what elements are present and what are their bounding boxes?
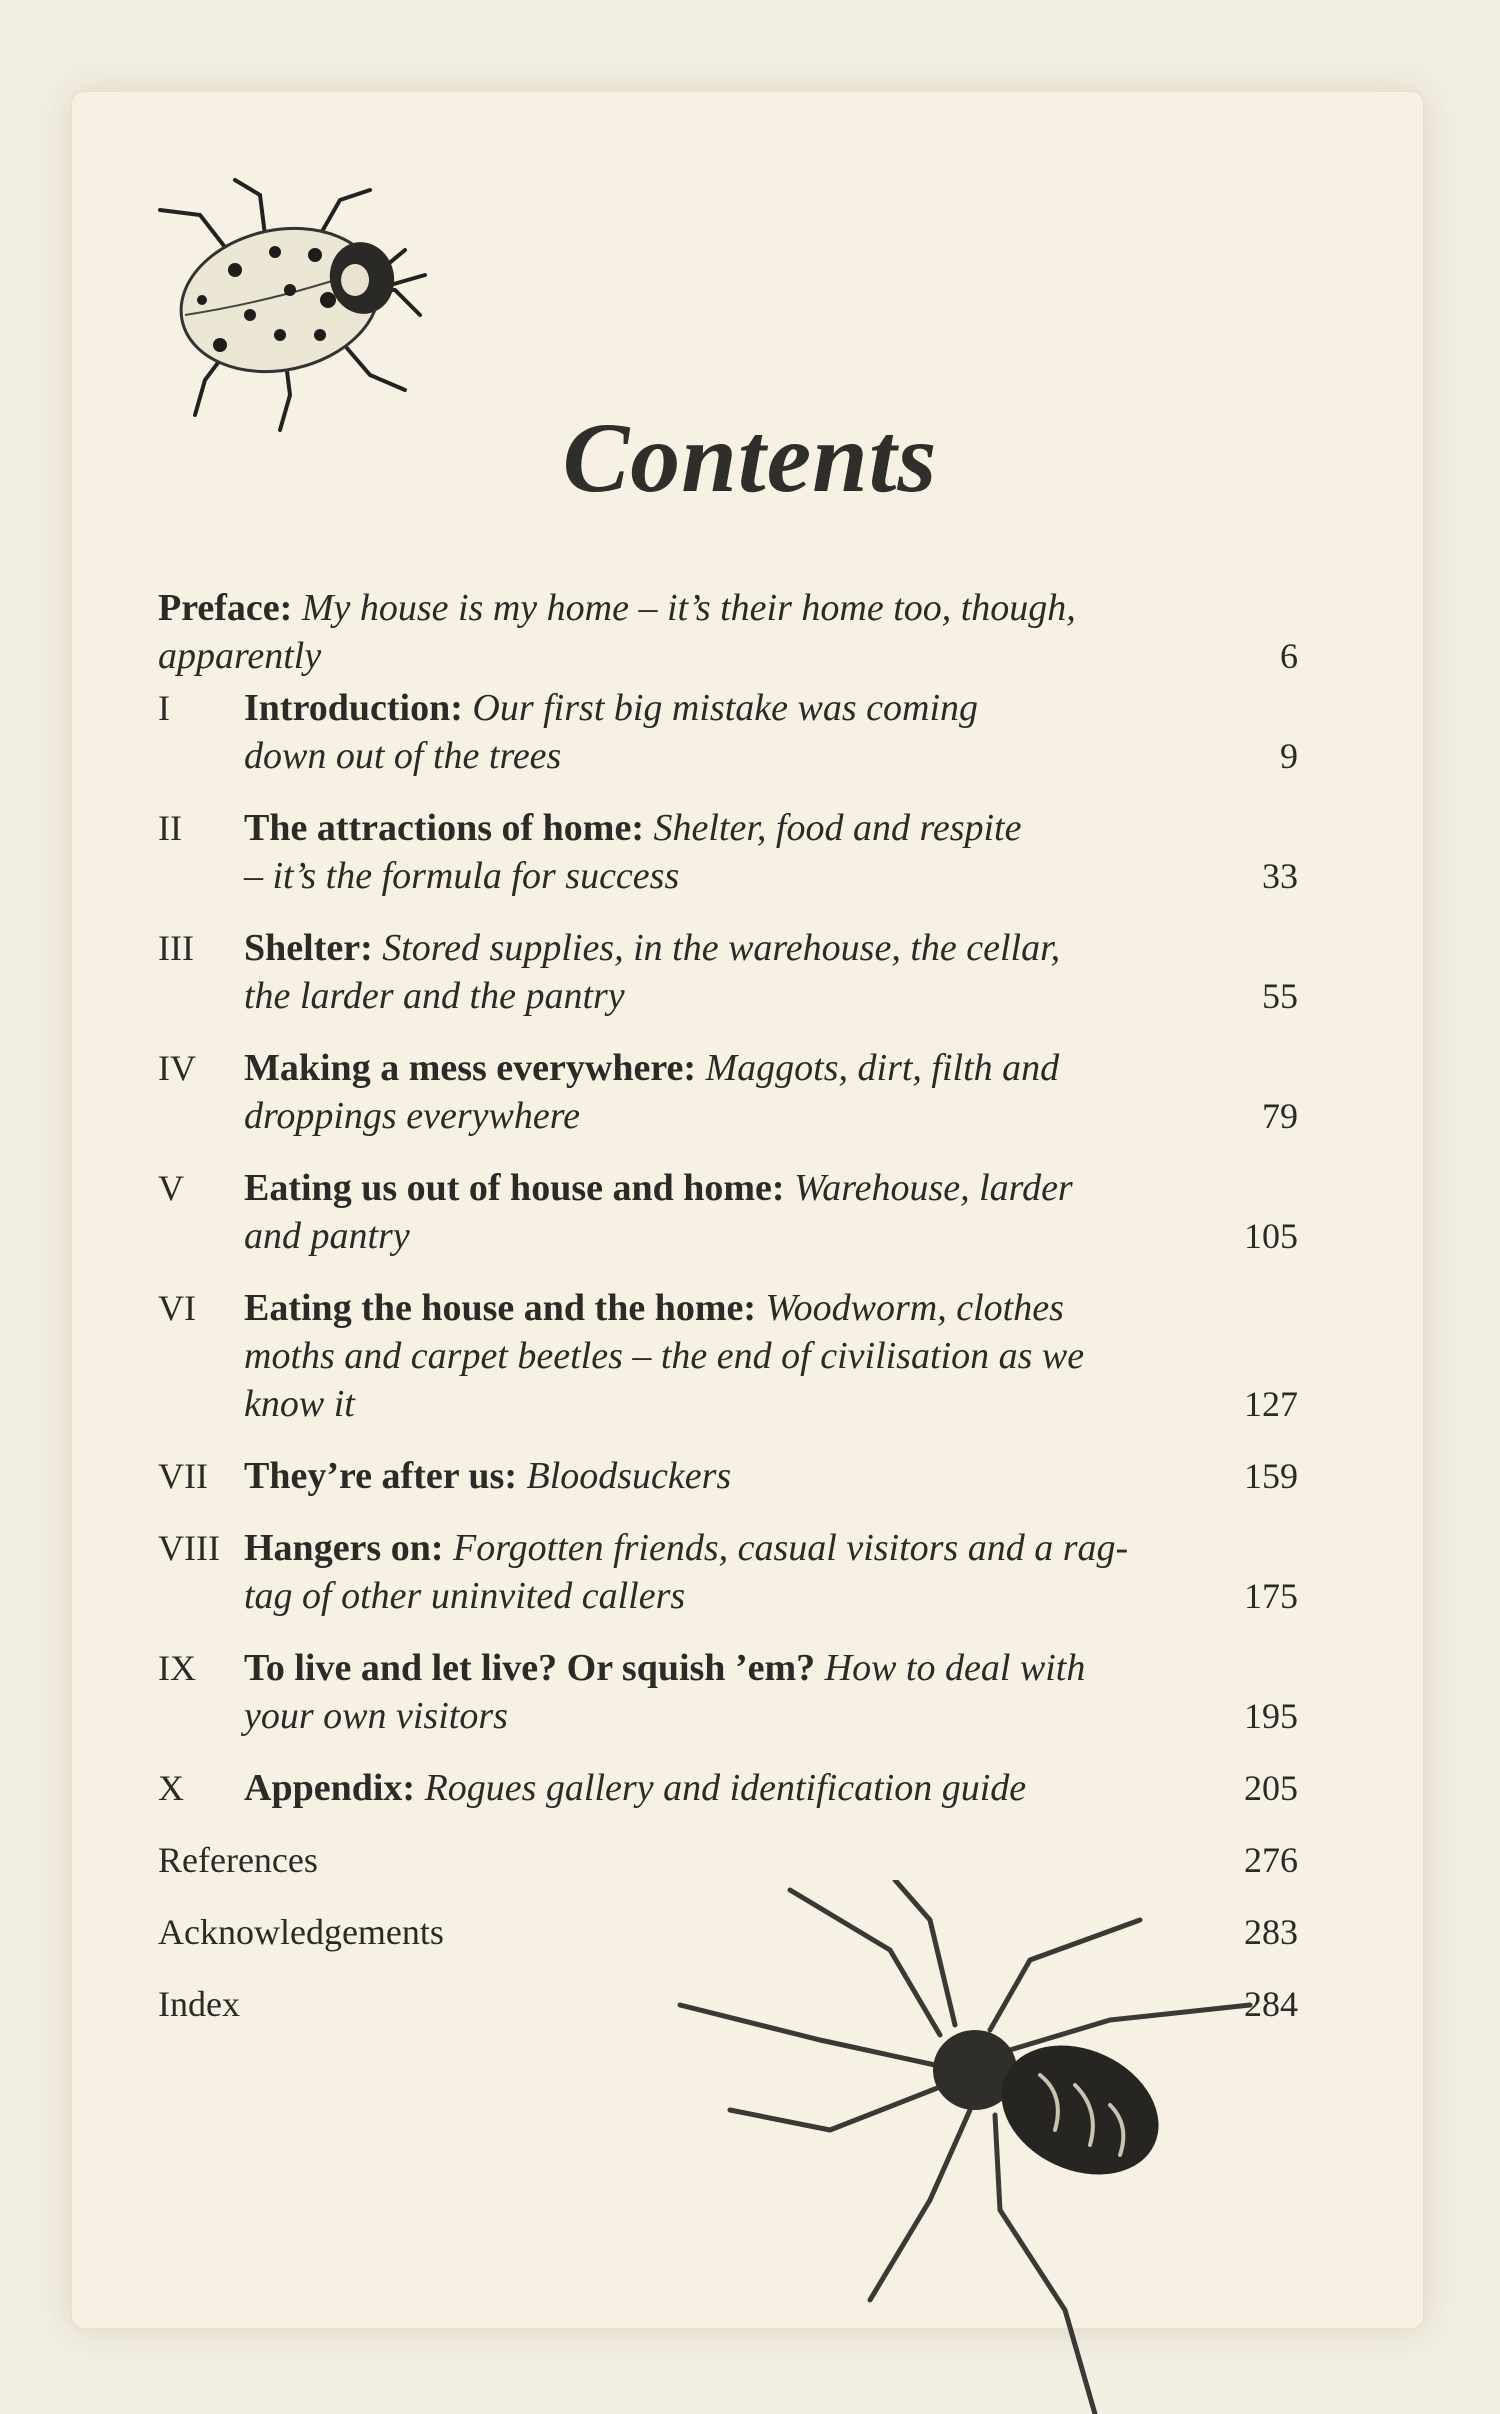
ladybird-illustration <box>140 140 440 440</box>
entry-subtitle: Warehouse, larder and pantry <box>244 1167 1073 1257</box>
page-title: Contents <box>562 402 938 513</box>
entry-number: IX <box>158 1648 196 1688</box>
toc-entry <box>158 1044 1298 1140</box>
entry-page: 9 <box>1280 736 1298 776</box>
toc-entry <box>158 587 1298 680</box>
toc-entry <box>158 684 1298 780</box>
entry-number: V <box>158 1168 184 1208</box>
entry-label: The attractions of home: <box>244 807 644 849</box>
toc-entry <box>158 1284 1298 1428</box>
entry-subtitle: Bloodsuckers <box>526 1455 732 1497</box>
toc-entry <box>158 1452 1298 1500</box>
toc-entry <box>158 1836 1298 1884</box>
entry-subtitle: Rogues gallery and identification guide <box>424 1767 1027 1809</box>
toc-entry <box>158 1164 1298 1260</box>
back-matter-label: Index <box>158 1984 240 2024</box>
entry-subtitle: Maggots, dirt, filth and droppings everywhere <box>244 1047 1060 1137</box>
entry-page: 127 <box>1244 1384 1298 1424</box>
entry-label: Eating the house and the home: <box>244 1287 756 1329</box>
entry-subtitle: Woodworm, clothes moths and carpet beetles – the end of civilisation as we know it <box>244 1287 1085 1425</box>
entry-number: III <box>158 928 194 968</box>
entry-page: 79 <box>1262 1096 1298 1136</box>
entry-number: IV <box>158 1048 196 1088</box>
entry-number: X <box>158 1768 184 1808</box>
spider-illustration <box>670 1880 1330 2414</box>
entry-label: Eating us out of house and home: <box>244 1167 785 1209</box>
entry-subtitle: How to deal with your own visitors <box>244 1647 1086 1737</box>
entry-page: 6 <box>1280 636 1298 676</box>
entry-label: Hangers on: <box>244 1527 444 1569</box>
entry-page: 55 <box>1262 976 1298 1016</box>
entry-number: II <box>158 808 182 848</box>
entry-page: 175 <box>1244 1576 1298 1616</box>
entry-page: 276 <box>1244 1840 1298 1880</box>
table-of-contents <box>158 587 1298 2028</box>
toc-entry <box>158 1524 1298 1620</box>
entry-page: 105 <box>1244 1216 1298 1256</box>
entry-number: I <box>158 688 170 728</box>
entry-label: They’re after us: <box>244 1455 517 1497</box>
entry-page: 195 <box>1244 1696 1298 1736</box>
entry-number: VI <box>158 1288 196 1328</box>
entry-label: To live and let live? Or squish ’em? <box>244 1647 816 1689</box>
toc-entry <box>158 804 1298 900</box>
entry-page: 159 <box>1244 1456 1298 1496</box>
entry-number: VII <box>158 1456 208 1496</box>
entry-page: 284 <box>1244 1984 1298 2024</box>
entry-label: Shelter: <box>244 927 373 969</box>
entry-label: Appendix: <box>244 1767 416 1809</box>
entry-subtitle: Forgotten friends, casual visitors and a rag-tag of other uninvited callers <box>244 1527 1129 1617</box>
entry-page: 33 <box>1262 856 1298 896</box>
entry-label: Preface: <box>158 587 293 629</box>
back-matter-label: Acknowledgements <box>158 1912 444 1952</box>
entry-page: 205 <box>1244 1768 1298 1808</box>
entry-subtitle: Stored supplies, in the warehouse, the cellar, the larder and the pantry <box>244 927 1061 1017</box>
entry-number: VIII <box>158 1528 220 1568</box>
toc-entry <box>158 1764 1298 1812</box>
entry-subtitle: Our first big mistake was coming down out of the trees <box>244 687 979 777</box>
toc-entry <box>158 924 1298 1020</box>
back-matter-label: References <box>158 1840 318 1880</box>
entry-label: Making a mess everywhere: <box>244 1047 697 1089</box>
entry-page: 283 <box>1244 1912 1298 1952</box>
entry-subtitle: Shelter, food and respite – it’s the formula for success <box>244 807 1022 897</box>
entry-subtitle: My house is my home – it’s their home too, though, apparently <box>158 587 1076 677</box>
toc-entry <box>158 1644 1298 1740</box>
entry-label: Introduction: <box>244 687 463 729</box>
